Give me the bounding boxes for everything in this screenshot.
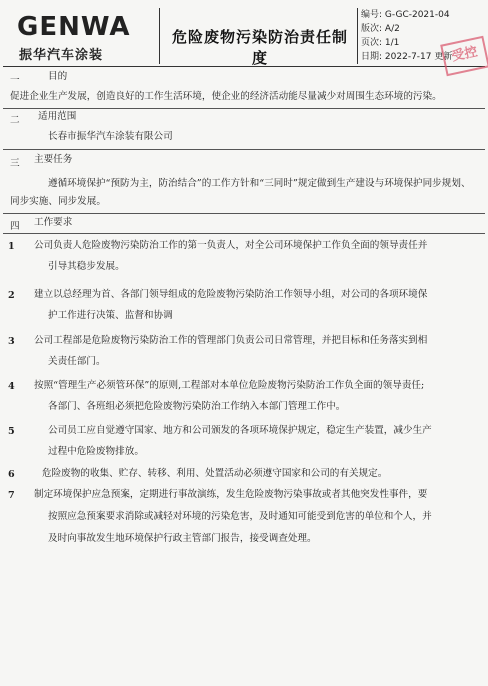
- requirement-line: 制定环境保护应急预案，定期进行事故演练，发生危险废物污染事故或者其他突发性事件，要: [34, 489, 428, 500]
- meta-value: G-GC-2021-04: [384, 10, 450, 20]
- section-number: 二: [10, 115, 20, 126]
- requirement-line: 建立以总经理为首、各部门领导组成的危险废物污染防治工作领导小组，对公司的各项环境保: [34, 289, 428, 300]
- requirement-line: 公司工程部是危险废物污染防治工作的管理部门负责公司日常管理，并把目标和任务落实到相: [34, 335, 428, 346]
- requirement-number: 1: [8, 241, 15, 252]
- requirement-line: 公司负责人危险废物污染防治工作的第一负责人，对全公司环境保护工作负全面的领导责任并: [34, 240, 428, 251]
- section-body: 促进企业生产发展，创造良好的工作生活环境，使企业的经济活动能尽量减少对周围生态环境的污染。: [10, 91, 442, 102]
- requirement-line: 引导其稳步发展。: [48, 261, 125, 272]
- meta-label: 日期:: [361, 52, 383, 62]
- section-body-line: 同步实施、同步发展。: [10, 196, 106, 207]
- section-rule: [3, 108, 485, 109]
- section-title: 工作要求: [34, 217, 73, 228]
- logo-sub: 振华汽车涂装: [19, 48, 104, 63]
- document-header: [3, 4, 485, 67]
- requirement-line: 护工作进行决策、监督和协调: [48, 310, 173, 321]
- requirement-number: 6: [8, 469, 15, 480]
- logo-main: GENWA: [17, 12, 131, 42]
- document-title: 危险废物污染防治责任制度: [171, 28, 348, 67]
- controlled-stamp: 受控: [440, 36, 488, 76]
- requirement-line: 及时向事故发生地环境保护行政主管部门报告，接受调查处理。: [48, 533, 317, 544]
- section-number: 三: [10, 158, 20, 169]
- header-divider: [357, 8, 358, 64]
- section-title: 主要任务: [34, 154, 73, 165]
- meta-row: [361, 22, 485, 36]
- requirement-number: 4: [8, 381, 15, 392]
- section-rule: [3, 213, 485, 214]
- requirement-line: 按照“管理生产必须管环保”的原则,工程部对本单位危险废物污染防治工作负全面的领导责任;: [34, 380, 425, 391]
- company-logo: [7, 10, 157, 62]
- requirement-line: 各部门、各班组必须把危险废物污染防治工作纳入本部门管理工作中。: [48, 401, 346, 412]
- meta-row: [361, 8, 485, 22]
- section-number: 四: [10, 221, 20, 232]
- header-divider: [159, 8, 160, 64]
- meta-label: 编号:: [361, 10, 383, 20]
- requirement-number: 2: [8, 290, 15, 301]
- requirement-number: 3: [8, 336, 15, 347]
- meta-value: A/2: [384, 24, 400, 34]
- section-number: 一: [10, 75, 20, 86]
- section-body: 长春市振华汽车涂装有限公司: [48, 131, 173, 142]
- requirement-line: 危险废物的收集、贮存、转移、利用、处置活动必须遵守国家和公司的有关规定。: [42, 468, 388, 479]
- meta-label: 版次:: [361, 24, 383, 34]
- requirement-line: 公司员工应自觉遵守国家、地方和公司颁发的各项环境保护规定，稳定生产装置，减少生产: [48, 425, 432, 436]
- requirement-line: 关责任部门。: [48, 356, 106, 367]
- meta-value: 2022-7-17 更新: [384, 52, 453, 62]
- section-rule: [3, 233, 485, 234]
- meta-label: 页次:: [361, 38, 383, 48]
- meta-value: 1/1: [384, 38, 400, 48]
- requirement-number: 5: [8, 426, 15, 437]
- section-title: 目的: [48, 71, 68, 82]
- section-title: 适用范围: [38, 111, 77, 122]
- requirement-line: 按照应急预案要求消除或减轻对环境的污染危害，及时通知可能受到危害的单位和个人，并: [48, 511, 432, 522]
- requirement-line: 过程中危险废物排放。: [48, 446, 144, 457]
- section-body-line: 遵循环境保护“预防为主，防治结合”的工作方针和“三同时”规定做到生产建设与环境保护同步规划、: [48, 178, 471, 189]
- requirement-number: 7: [8, 490, 15, 501]
- section-rule: [3, 149, 485, 150]
